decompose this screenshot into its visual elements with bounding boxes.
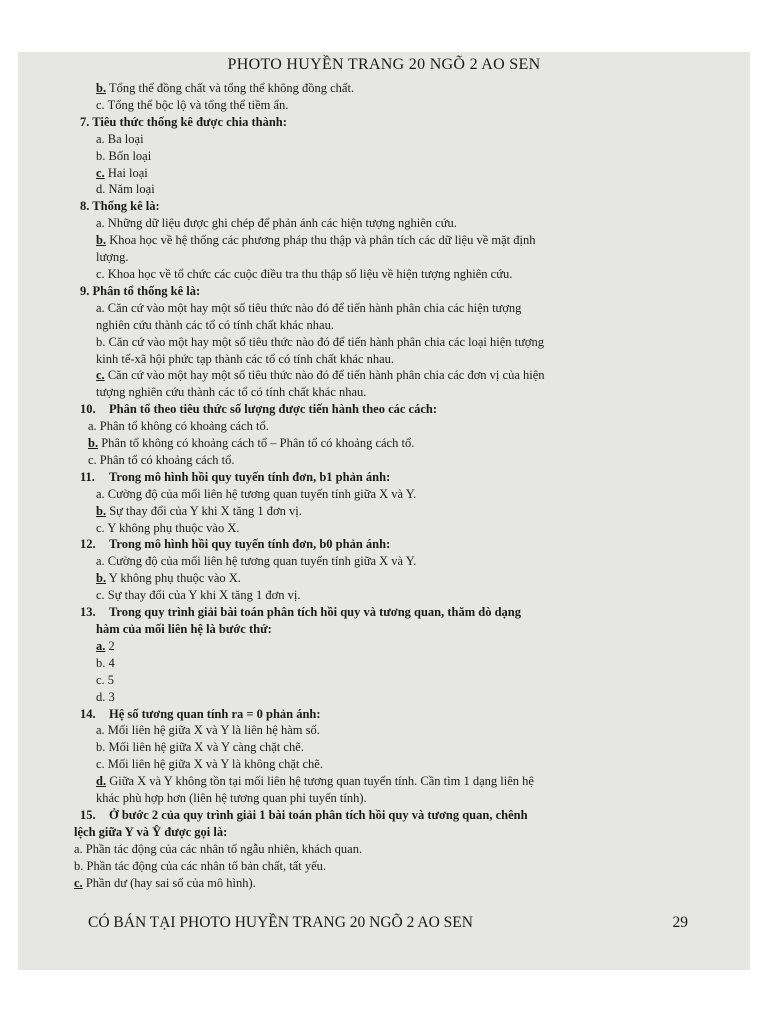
q14-option-d-cont: khác phù hợp hơn (liên hệ tương quan phi tuyến tính). bbox=[96, 791, 367, 806]
q14-option-a: a. Mối liên hệ giữa X và Y là liên hệ hàm số. bbox=[96, 723, 320, 738]
q9-option-c-cont: tượng nghiên cứu thành các tổ có tính chất khác nhau. bbox=[96, 385, 367, 400]
page-footer bbox=[88, 914, 688, 932]
answer-mark: a. bbox=[96, 638, 106, 653]
q12-option-c: c. Sự thay đổi của Y khi X tăng 1 đơn vị. bbox=[96, 588, 301, 603]
q7-option-b: b. Bốn loại bbox=[96, 148, 152, 163]
q15-option-a: a. Phần tác động của các nhân tố ngẫu nhiên, khách quan. bbox=[74, 841, 363, 856]
q9-option-b-cont: kinh tế-xã hội phức tạp thành các tổ có tính chất khác nhau. bbox=[96, 351, 394, 366]
q8-option-b: b. Khoa học về hệ thống các phương pháp thu thập và phân tích các dữ liệu về mặt định bbox=[96, 233, 536, 248]
q14-title: 14. Hệ số tương quan tính ra = 0 phản ánh: bbox=[80, 706, 321, 721]
answer-mark: b. bbox=[88, 436, 99, 451]
q9-option-b: b. Căn cứ vào một hay một số tiêu thức nào đó để tiến hành phân chia các loại hiện tượng bbox=[96, 334, 544, 349]
q14-option-d: d. Giữa X và Y không tồn tại mối liên hệ tương quan tuyến tính. Cần tìm 1 dạng liên hệ bbox=[96, 774, 534, 789]
q9-option-c: c. Căn cứ vào một hay một số tiêu thức nào đó để tiến hành phân chia các đơn vị của hiện bbox=[96, 368, 545, 383]
q9-option-a-cont: nghiên cứu thành các tổ có tính chất khác nhau. bbox=[96, 317, 334, 332]
q8-title: 8. Thống kê là: bbox=[80, 199, 160, 214]
q8-option-c: c. Khoa học về tổ chức các cuộc điều tra thu thập số liệu về hiện tượng nghiên cứu. bbox=[96, 266, 513, 281]
q8-option-a: a. Những dữ liệu được ghi chép để phản ánh các hiện tượng nghiên cứu. bbox=[96, 216, 457, 231]
q13-title: 13. Trong quy trình giải bài toán phân tích hồi quy và tương quan, thăm dò dạng bbox=[80, 605, 522, 620]
q6-option-b: b. Tổng thể đồng chất và tổng thể không đồng chất. bbox=[96, 81, 355, 95]
q13-option-a: a. 2 bbox=[96, 638, 115, 653]
q15-title-cont: lệch giữa Y và Ŷ được gọi là: bbox=[74, 824, 228, 839]
answer-mark: b. bbox=[96, 81, 107, 95]
q10-option-a: a. Phân tổ không có khoảng cách tổ. bbox=[88, 419, 269, 434]
q12-option-a: a. Cường độ của mối liên hệ tương quan tuyến tính giữa X và Y. bbox=[96, 554, 417, 569]
q15-option-b: b. Phần tác động của các nhân tố bản chất, tất yếu. bbox=[74, 858, 326, 873]
q14-option-b: b. Mối liên hệ giữa X và Y càng chặt chẽ. bbox=[96, 740, 304, 755]
q7-option-d: d. Năm loại bbox=[96, 182, 155, 197]
q13-option-d: d. 3 bbox=[96, 689, 115, 704]
answer-mark: b. bbox=[96, 571, 107, 586]
q7-option-a: a. Ba loại bbox=[96, 131, 144, 146]
q7-title: 7. Tiêu thức thống kê được chia thành: bbox=[80, 114, 287, 129]
document-page bbox=[18, 52, 750, 970]
q13-title-cont: hàm của mối liên hệ là bước thứ: bbox=[96, 622, 272, 636]
q10-option-b: b. Phân tổ không có khoảng cách tổ – Phân tổ có khoảng cách tổ. bbox=[88, 436, 415, 451]
footer-text: CÓ BÁN TẠI PHOTO HUYỀN TRANG 20 NGÕ 2 AO SEN bbox=[88, 914, 473, 931]
q12-title: 12. Trong mô hình hồi quy tuyến tính đơn, b0 phản ánh: bbox=[80, 537, 391, 552]
answer-mark: c. bbox=[96, 165, 105, 180]
q7-option-c: c. Hai loại bbox=[96, 165, 148, 180]
answer-mark: d. bbox=[96, 774, 107, 789]
q15-option-c: c. Phần dư (hay sai số của mô hình). bbox=[74, 875, 256, 890]
q15-title: 15. Ở bước 2 của quy trình giải 1 bài toán phân tích hồi quy và tương quan, chênh bbox=[80, 807, 528, 822]
q8-option-b-cont: lượng. bbox=[96, 250, 129, 265]
answer-mark: b. bbox=[96, 233, 107, 248]
document-body bbox=[74, 80, 680, 892]
q14-option-c: c. Mối liên hệ giữa X và Y là không chặt chẽ. bbox=[96, 757, 323, 772]
q9-title: 9. Phân tổ thống kê là: bbox=[80, 283, 201, 298]
q11-option-b: b. Sự thay đổi của Y khi X tăng 1 đơn vị. bbox=[96, 503, 302, 518]
q12-option-b: b. Y không phụ thuộc vào X. bbox=[96, 571, 241, 586]
q11-option-a: a. Cường độ của mối liên hệ tương quan tuyến tính giữa X và Y. bbox=[96, 486, 417, 501]
answer-mark: b. bbox=[96, 503, 107, 518]
page-header: PHOTO HUYỀN TRANG 20 NGÕ 2 AO SEN bbox=[227, 56, 541, 73]
q13-option-b: b. 4 bbox=[96, 655, 115, 670]
q10-title: 10. Phân tổ theo tiêu thức số lượng được tiến hành theo các cách: bbox=[80, 402, 438, 417]
q6-option-c: c. Tổng thể bộc lộ và tổng thể tiềm ẩn. bbox=[96, 97, 289, 112]
q11-option-c: c. Y không phụ thuộc vào X. bbox=[96, 520, 240, 535]
page-number: 29 bbox=[672, 914, 688, 931]
q13-option-c: c. 5 bbox=[96, 672, 115, 687]
answer-mark: c. bbox=[96, 368, 105, 383]
q11-title: 11. Trong mô hình hồi quy tuyến tính đơn, b1 phản ánh: bbox=[80, 469, 391, 484]
q9-option-a: a. Căn cứ vào một hay một số tiêu thức nào đó để tiến hành phân chia các hiện tượng bbox=[96, 300, 522, 315]
answer-mark: c. bbox=[74, 875, 83, 890]
q10-option-c: c. Phân tổ có khoảng cách tổ. bbox=[88, 452, 235, 467]
